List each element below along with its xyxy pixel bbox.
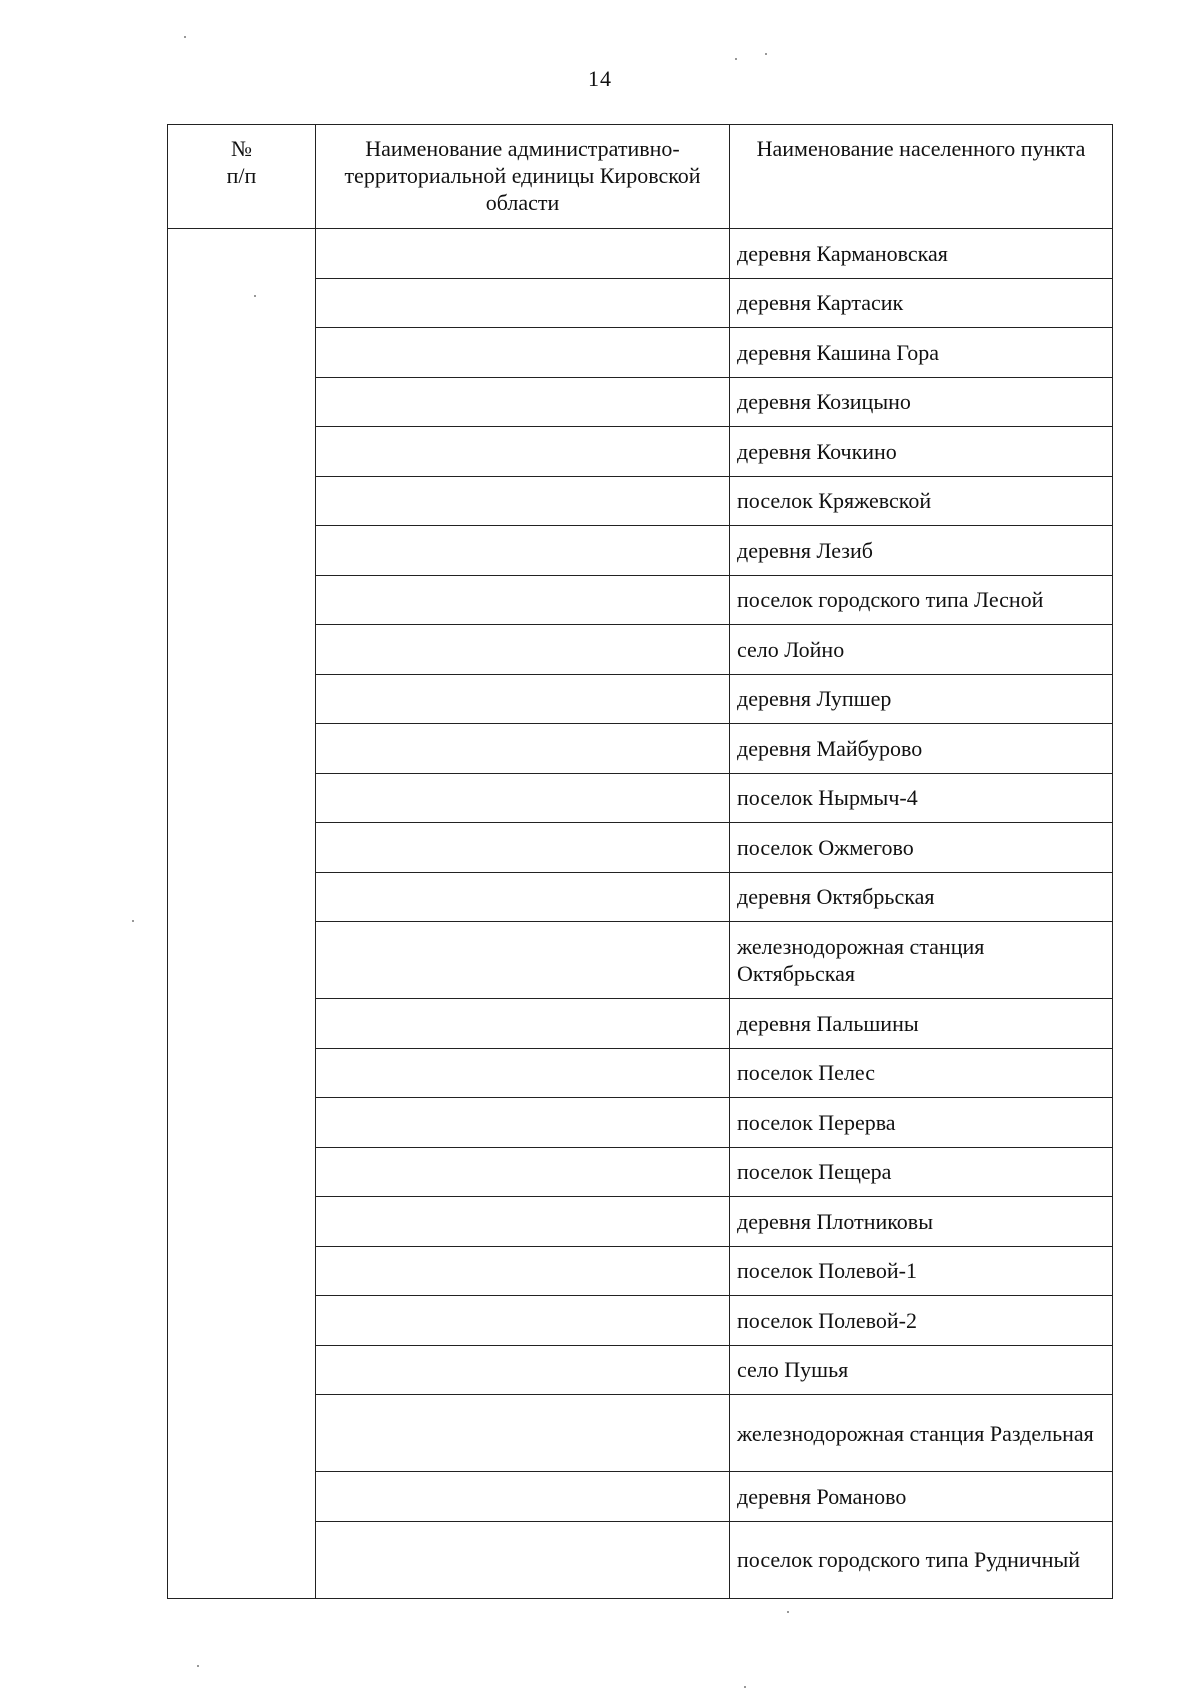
settlement-cell: поселок городского типа Лесной	[730, 575, 1113, 625]
admin-unit-cell	[316, 1098, 730, 1148]
settlement-cell: деревня Майбурово	[730, 724, 1113, 774]
header-admin-unit: Наименование административно-территориальной единицы Кировской области	[316, 125, 730, 229]
settlement-cell: деревня Октябрьская	[730, 872, 1113, 922]
admin-unit-cell	[316, 1345, 730, 1395]
admin-unit-cell	[316, 1048, 730, 1098]
settlement-cell: деревня Плотниковы	[730, 1197, 1113, 1247]
admin-unit-cell	[316, 377, 730, 427]
admin-unit-cell	[316, 476, 730, 526]
scan-speck	[254, 295, 256, 297]
admin-unit-cell	[316, 526, 730, 576]
settlements-table	[167, 124, 1113, 1599]
admin-unit-cell	[316, 823, 730, 873]
settlement-cell: поселок Пелес	[730, 1048, 1113, 1098]
scan-speck	[184, 36, 186, 38]
settlement-cell: деревня Козицыно	[730, 377, 1113, 427]
number-cell	[168, 229, 316, 1599]
table-row	[168, 229, 1113, 279]
scan-speck	[735, 58, 737, 60]
header-number-abbrev: п/п	[226, 163, 257, 188]
scan-speck	[197, 1665, 199, 1667]
scan-speck	[744, 1686, 746, 1688]
admin-unit-cell	[316, 724, 730, 774]
admin-unit-cell	[316, 922, 730, 999]
settlement-cell: поселок Кряжевской	[730, 476, 1113, 526]
admin-unit-cell	[316, 1197, 730, 1247]
admin-unit-cell	[316, 872, 730, 922]
header-settlement: Наименование населенного пункта	[730, 125, 1113, 229]
admin-unit-cell	[316, 427, 730, 477]
admin-unit-cell	[316, 229, 730, 279]
settlement-cell: деревня Лупшер	[730, 674, 1113, 724]
scan-speck	[132, 920, 134, 922]
admin-unit-cell	[316, 674, 730, 724]
page-number: 14	[588, 66, 612, 91]
admin-unit-cell	[316, 1521, 730, 1598]
settlement-cell: поселок Ожмегово	[730, 823, 1113, 873]
admin-unit-cell	[316, 999, 730, 1049]
admin-unit-cell	[316, 1246, 730, 1296]
settlement-cell: железнодорожная станция Раздельная	[730, 1395, 1113, 1472]
admin-unit-cell	[316, 1472, 730, 1522]
scan-speck	[765, 53, 767, 55]
settlement-cell: деревня Романово	[730, 1472, 1113, 1522]
table-header	[168, 125, 1113, 229]
admin-unit-cell	[316, 575, 730, 625]
header-row	[168, 125, 1113, 229]
admin-unit-cell	[316, 328, 730, 378]
admin-unit-cell	[316, 1395, 730, 1472]
settlement-cell: поселок Нырмыч-4	[730, 773, 1113, 823]
settlement-cell: село Лойно	[730, 625, 1113, 675]
settlement-cell: деревня Пальшины	[730, 999, 1113, 1049]
header-number	[168, 125, 316, 229]
admin-unit-cell	[316, 1147, 730, 1197]
settlement-cell: деревня Картасик	[730, 278, 1113, 328]
settlement-cell: деревня Кашина Гора	[730, 328, 1113, 378]
settlement-cell: село Пушья	[730, 1345, 1113, 1395]
settlement-cell: деревня Кармановская	[730, 229, 1113, 279]
settlement-cell: поселок Перерва	[730, 1098, 1113, 1148]
settlement-cell: деревня Лезиб	[730, 526, 1113, 576]
scan-speck	[787, 1611, 789, 1613]
admin-unit-cell	[316, 278, 730, 328]
table-body	[168, 229, 1113, 1599]
header-number-symbol: №	[231, 136, 252, 161]
settlement-cell: поселок Пещера	[730, 1147, 1113, 1197]
settlement-cell: поселок Полевой-1	[730, 1246, 1113, 1296]
settlement-cell: железнодорожная станция Октябрьская	[730, 922, 1113, 999]
admin-unit-cell	[316, 625, 730, 675]
admin-unit-cell	[316, 773, 730, 823]
settlement-cell: поселок городского типа Рудничный	[730, 1521, 1113, 1598]
admin-unit-cell	[316, 1296, 730, 1346]
settlement-cell: деревня Кочкино	[730, 427, 1113, 477]
settlement-cell: поселок Полевой-2	[730, 1296, 1113, 1346]
